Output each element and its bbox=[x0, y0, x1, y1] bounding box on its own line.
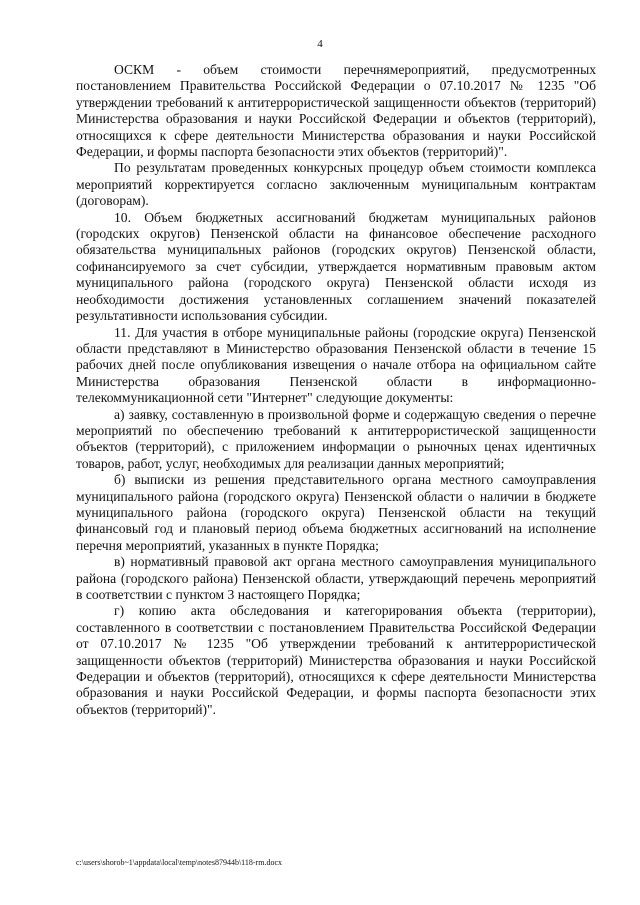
paragraph-item-11: 11. Для участия в отборе муниципальные районы (городские округа) Пензенской области представляют в Министерство образования Пензенской области в течение 15 рабочих дней после опубликования извещения о начале отбора на официальном сайте Министерства образования Пензенской области в информационно-телекоммуникационной сети "Интернет" следующие документы: bbox=[76, 324, 596, 406]
page-number: 4 bbox=[317, 38, 323, 50]
paragraph-item-11a: а) заявку, составленную в произвольной форме и содержащую сведения о перечне мероприятий по обеспечению требований к антитеррористической защищенности объектов (территорий), с приложением информации о рыночных ценах идентичных товаров, работ, услуг, необходимых для реализации данных мероприятий; bbox=[76, 406, 596, 471]
paragraph-item-11g: г) копию акта обследования и категорирования объекта (территории), составленного в соответствии с постановлением Правительства Российской Федерации от 07.10.2017 № 1235 "Об утверждении требований к антитеррористической защищенности объектов (территорий) Министерства образования и науки Российской Федерации и объектов (территорий), относящихся к сфере деятельности Министерства образования и науки Российской Федерации, и формы паспорта безопасности этих объектов (территорий)". bbox=[76, 603, 596, 717]
paragraph-item-11b: б) выписки из решения представительного органа местного самоуправления муниципального района (городского округа) Пензенской области о наличии в бюджете муниципального района (городского округа) Пензенской области на текущий финансовый год и плановый период объема бюджетных ассигнований на исполнение перечня мероприятий, указанных в пункте Порядка; bbox=[76, 472, 596, 553]
paragraph-item-10: 10. Объем бюджетных ассигнований бюджетам муниципальных районов (городских округов) Пензенской области на финансовое обеспечение расходного обязательства муниципальных районов (городских округов) Пензенской области, софинансируемого за счет субсидии, утверждается нормативным правовым актом муниципального района (городского округа) Пензенской области исходя из необходимости достижения установленных соглашением значений показателей результативности использования субсидии. bbox=[76, 209, 596, 324]
footer-file-path: c:\users\shorob~1\appdata\local\temp\notes87944b\118-rm.docx bbox=[76, 858, 282, 867]
document-body bbox=[76, 62, 596, 718]
paragraph-contract-adjustment: По результатам проведенных конкурсных процедур объем стоимости комплекса мероприятий корректируется согласно заключенным муниципальным контрактам (договорам). bbox=[76, 160, 596, 209]
paragraph-item-11v: в) нормативный правовой акт органа местного самоуправления муниципального района (городского района) Пензенской области, утверждающий перечень мероприятий в соответствии с пунктом 3 настоящего Порядка; bbox=[76, 554, 596, 602]
paragraph-oskm-definition: ОСКМ - объем стоимости перечнямероприятий, предусмотренных постановлением Правительства Российской Федерации о 07.10.2017 № 1235 "Об утверждении требований к антитеррористической защищенности объектов (территорий) Министерства образования и науки Российской Федерации и объектов (территорий), относящихся к сфере деятельности Министерства образования и науки Российской Федерации, и формы паспорта безопасности этих объектов (территорий)". bbox=[76, 62, 596, 160]
